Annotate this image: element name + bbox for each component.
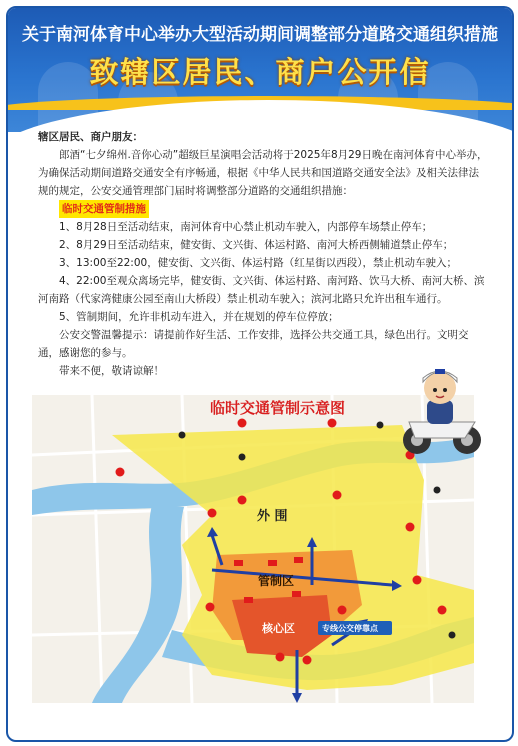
core-zone-label: 核心区 (262, 622, 295, 635)
outer-zone-label: 外 围 (257, 509, 288, 524)
control-zone-label: 管制区 (258, 574, 295, 588)
header-banner (8, 8, 512, 132)
measure-item: 5、管制期间，允许非机动车进入，并在规划的停车位停放； (59, 311, 339, 323)
page-subtitle: 致辖区居民、商户公开信 (89, 55, 431, 89)
measure-item: 4、22:00至观众离场完毕，健安街、文兴街、体运村路、南河路、饮马大桥、南河大桥、滨河南路（代家湾健康公园至南山大桥段）禁止机动车驶入；滨河北路只允许出租车通行。 (38, 275, 485, 305)
measure-item: 3、13:00至22:00，健安街、文兴街、体运村路（红星街以西段），禁止机动车驶入； (59, 257, 457, 269)
letter-body (38, 128, 488, 380)
map-title: 临时交通管制示意图 (210, 399, 346, 417)
measure-item: 2、8月29日至活动结束，健安街、文兴街、体运村路、南河大桥西侧辅道禁止停车； (59, 239, 454, 251)
warm-tips: 公安交警温馨提示：请提前作好生活、工作安排，选择公共交通工具，绿色出行。文明交通，感谢您的参与。 (38, 329, 469, 359)
bus-stop-label: 专线公交停靠点 (322, 624, 378, 633)
measure-item: 1、8月28日至活动结束，南河体育中心禁止机动车驶入，内部停车场禁止停车； (59, 221, 433, 233)
letter-greeting: 辖区居民、商户朋友： (38, 131, 143, 143)
section-label: 临时交通管制措施 (59, 200, 149, 218)
page-title: 关于南河体育中心举办大型活动期间调整部分道路交通组织措施 (22, 25, 498, 45)
closing-line: 带来不便，敬请谅解！ (59, 365, 164, 377)
police-motorcycle-mascot-icon (395, 360, 485, 460)
letter-intro: 郎酒“七夕绵州.音你心动”超级巨星演唱会活动将于2025年8月29日晚在南河体育中心举办，为确保活动期间道路交通安全有序畅通，根据《中华人民共和国道路交通安全法》及相关法律法规的规定，公安交通管理部门届时将调整部分道路的交通组织措施： (38, 149, 488, 197)
